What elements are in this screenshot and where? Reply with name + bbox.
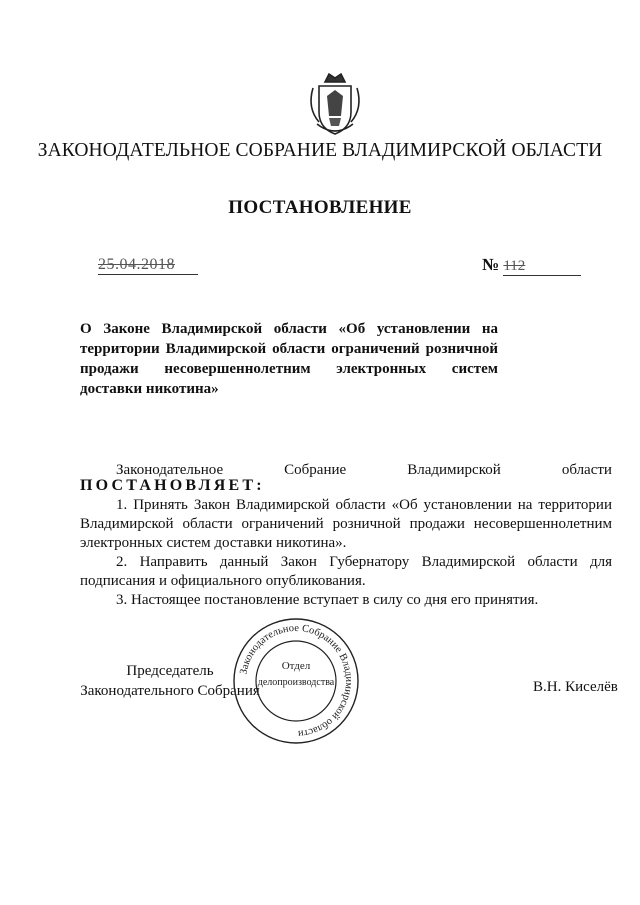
preamble-word: области <box>561 462 612 478</box>
coat-of-arms-icon <box>305 68 365 140</box>
resolves-heading: ПОСТАНОВЛЯЕТ: <box>80 477 265 494</box>
preamble-word: Собрание <box>284 462 347 478</box>
stamp-center-line: делопроизводства <box>257 677 335 688</box>
body-paragraph: 3. Настоящее постановление вступает в силу со дня его принятия. <box>116 592 539 608</box>
number-sign: № <box>482 255 500 274</box>
document-type: ПОСТАНОВЛЕНИЕ <box>228 197 412 218</box>
body-paragraph: 1. Принять Закон Владимирской области «Об установлении на территории Владимирской области ограничений розничной продажи несовершеннолетним электронных систем доставки никотина». <box>80 497 612 551</box>
signatory-name: В.Н. Киселёв <box>533 679 618 695</box>
document-date: 25.04.2018 <box>98 256 198 275</box>
signatory-title-line: Председатель <box>126 663 214 679</box>
stamp-ring-text: Законодательное Собрание Владимирской области <box>238 622 355 740</box>
document-subject: О Законе Владимирской области «Об установлении на территории Владимирской области ограничений розничной продажи несовершеннолетним электронных систем доставки никотина» <box>80 321 498 397</box>
signatory-title-line: Законодательного Собрания <box>80 683 260 699</box>
preamble-word: Законодательное <box>116 462 224 478</box>
document-number <box>482 256 600 276</box>
number-value: 112 <box>503 257 581 276</box>
organization-title: ЗАКОНОДАТЕЛЬНОЕ СОБРАНИЕ ВЛАДИМИРСКОЙ ОБЛАСТИ <box>37 140 603 161</box>
stamp-center-line: Отдел <box>281 660 311 672</box>
body-paragraph: 2. Направить данный Закон Губернатору Владимирской области для подписания и официального опубликования. <box>80 554 612 589</box>
official-stamp <box>230 615 362 747</box>
document-body <box>80 496 612 610</box>
preamble-word: Владимирской <box>407 462 501 478</box>
